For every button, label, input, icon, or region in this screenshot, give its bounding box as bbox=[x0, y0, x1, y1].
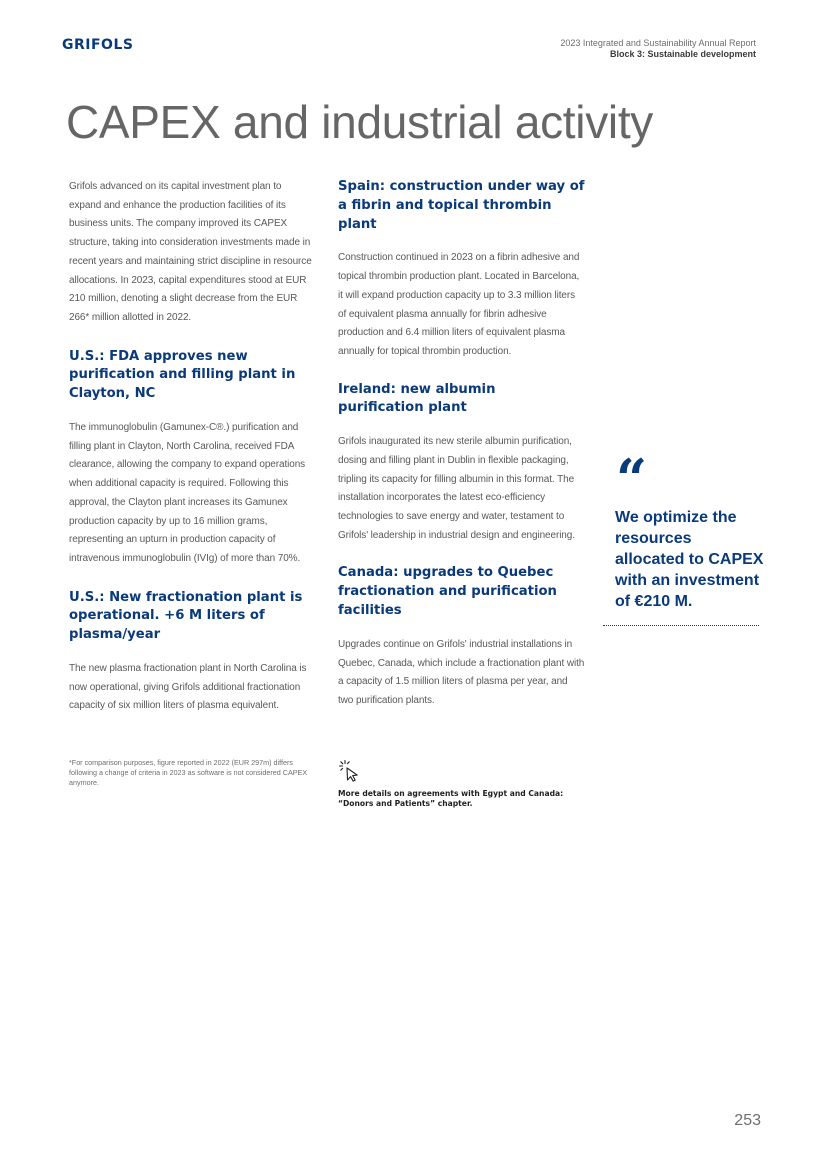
section-body-canada: Upgrades continue on Grifols' industrial installations in Quebec, Canada, which include a fractionation plant with a capacity of 1.5 million liters of plasma per year, and two purification plants. bbox=[338, 638, 585, 706]
footnote: *For comparison purposes, figure reported in 2022 (EUR 297m) differs following a change of criteria in 2023 as software is not considered CAPEX anymore. bbox=[69, 758, 308, 787]
report-title: 2023 Integrated and Sustainability Annual Report bbox=[560, 38, 756, 48]
report-header bbox=[560, 38, 756, 60]
more-details-link[interactable]: More details on agreements with Egypt and Canada: “Donors and Patients” chapter. bbox=[338, 789, 564, 808]
right-column bbox=[338, 178, 585, 711]
block-label: Block 3: Sustainable development bbox=[609, 49, 756, 59]
quote-mark-icon: “ bbox=[616, 447, 648, 511]
grifols-logo: GRIFOLS bbox=[62, 37, 134, 53]
section-body-clayton: The immunoglobulin (Gamunex-C®.) purification and filling plant in Clayton, North Carolina, received FDA clearance, allowing the company to expand operations when additional capacity is required. Following this approval, the Clayton plant increases its Gamunex production capacity by up to 16 million grams, representing an upturn in production capacity of intravenous immunoglobulin (IVIg) of more than 70%. bbox=[69, 422, 306, 564]
section-heading-spain: Spain: construction under way of a fibrin and topical thrombin plant bbox=[338, 179, 585, 232]
left-column bbox=[69, 178, 316, 716]
section-body-spain: Construction continued in 2023 on a fibrin adhesive and topical thrombin production plant. Located in Barcelona, it will expand production capacity up to 3.3 million liters of equivalent plasma annually for fibrin adhesive production and 6.4 million liters of equivalent plasma annually for topical thrombin production. bbox=[338, 252, 580, 357]
section-body-ireland: Grifols inaugurated its new sterile albumin purification, dosing and filling plant in Dublin in flexible packaging, tripling its capacity for filling albumin in this format. The installation incorporates the latest eco-efficiency technologies to save energy and water, testament to Grifols' leadership in industrial design and engineering. bbox=[338, 436, 575, 541]
quote-divider bbox=[603, 625, 759, 626]
section-heading-clayton: U.S.: FDA approves new purification and filling plant in Clayton, NC bbox=[69, 348, 296, 402]
intro-paragraph: Grifols advanced on its capital investment plan to expand and enhance the production facilities of its business units. The company improved its CAPEX structure, taking into consideration investments made in recent years and maintaining strict discipline in resource allocations. In 2023, capital expenditures stood at EUR 210 million, denoting a slight decrease from the EUR 266* million allotted in 2022. bbox=[69, 181, 312, 323]
section-heading-fractionation: U.S.: New fractionation plant is operational. +6 M liters of plasma/year bbox=[69, 589, 303, 643]
page-number: 253 bbox=[734, 1112, 761, 1129]
pull-quote: We optimize the resources allocated to CAPEX with an investment of €210 M. bbox=[615, 509, 764, 610]
section-body-fractionation: The new plasma fractionation plant in North Carolina is now operational, giving Grifols additional fractionation capacity of six million liters of plasma equivalent. bbox=[69, 663, 307, 712]
page-title: CAPEX and industrial activity bbox=[66, 96, 654, 148]
section-heading-ireland: Ireland: new albumin purification plant bbox=[338, 381, 496, 416]
section-heading-canada: Canada: upgrades to Quebec fractionation and purification facilities bbox=[338, 565, 557, 619]
cursor-click-icon bbox=[338, 759, 362, 783]
